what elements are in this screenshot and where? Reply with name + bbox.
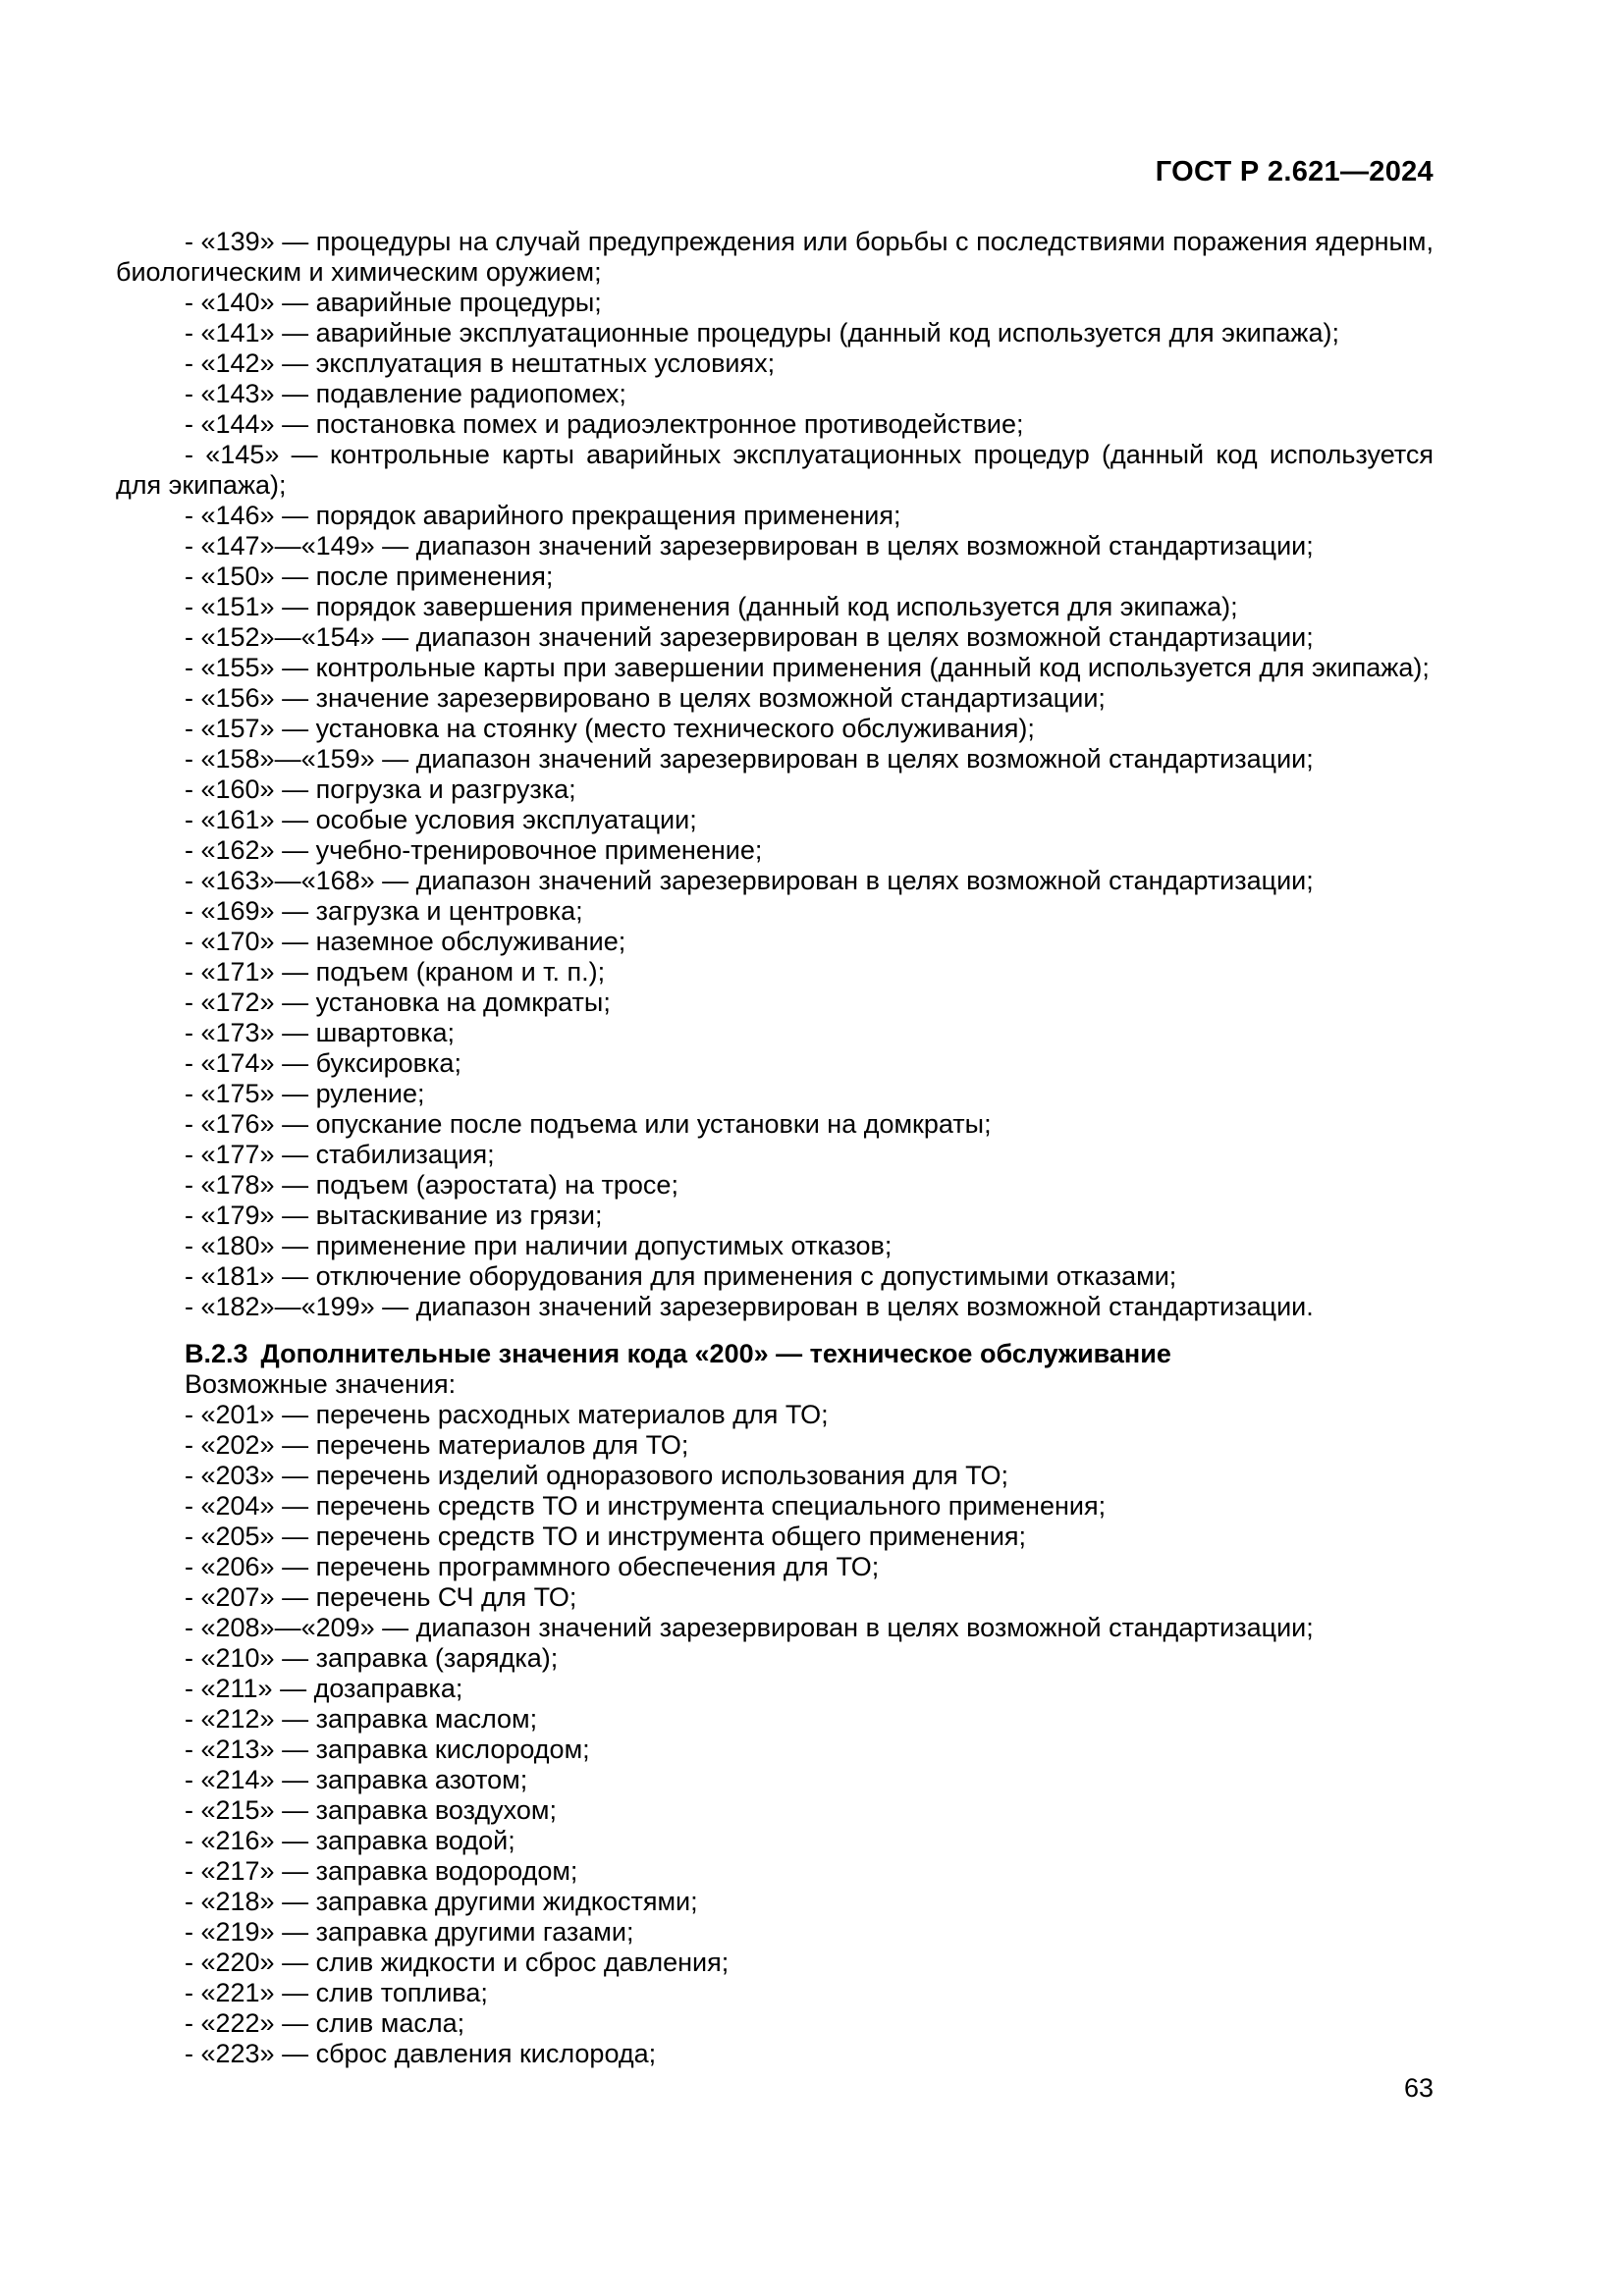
list-item: - «222» — слив масла;: [185, 2008, 465, 2038]
list-item: - «179» — вытаскивание из грязи;: [185, 1201, 603, 1230]
list-item: - «144» — постановка помех и радиоэлектронное противодействие;: [185, 409, 1024, 439]
list-item: - «161» — особые условия эксплуатации;: [185, 805, 697, 834]
list-item: - «147»—«149» — диапазон значений зарезервирован в целях возможной стандартизации;: [185, 531, 1314, 561]
list-item: - «143» — подавление радиопомех;: [185, 379, 626, 408]
list-item: - «204» — перечень средств ТО и инструмента специального применения;: [185, 1491, 1107, 1521]
list-item: - «172» — установка на домкраты;: [185, 988, 611, 1017]
list-item: - «214» — заправка азотом;: [185, 1765, 528, 1794]
list-item: - «218» — заправка другими жидкостями;: [185, 1887, 698, 1916]
list-item: - «220» — слив жидкости и сброс давления;: [185, 1948, 730, 1977]
list-item: - «157» — установка на стоянку (место технического обслуживания);: [185, 714, 1035, 743]
list-item: - «155» — контрольные карты при завершении применения (данный код используется для экипажа);: [185, 653, 1430, 682]
list-item: - «139» — процедуры на случай предупреждения или борьбы с последствиями поражения ядерным, биологическим и химическим оружием;: [116, 227, 1434, 287]
list-item: - «142» — эксплуатация в нештатных условиях;: [185, 348, 776, 378]
list-item: - «208»—«209» — диапазон значений зарезервирован в целях возможной стандартизации;: [185, 1613, 1314, 1642]
list-item: - «169» — загрузка и центровка;: [185, 896, 583, 926]
list-item: - «170» — наземное обслуживание;: [185, 927, 626, 956]
list-item: - «211» — дозаправка;: [185, 1674, 463, 1703]
list-item: - «150» — после применения;: [185, 561, 554, 591]
list-item: - «217» — заправка водородом;: [185, 1856, 578, 1886]
list-item: - «173» — швартовка;: [185, 1018, 456, 1047]
list-item: - «160» — погрузка и разгрузка;: [185, 774, 576, 804]
list-item: - «178» — подъем (аэростата) на тросе;: [185, 1170, 678, 1200]
list-item: - «171» — подъем (краном и т. п.);: [185, 957, 606, 987]
list-item: - «223» — сброс давления кислорода;: [185, 2039, 657, 2068]
list-item: - «216» — заправка водой;: [185, 1826, 515, 1855]
section-b23-list: [116, 1400, 1434, 2069]
list-item: - «156» — значение зарезервировано в целях возможной стандартизации;: [185, 683, 1106, 713]
list-item: - «177» — стабилизация;: [185, 1140, 495, 1169]
list-item: - «201» — перечень расходных материалов для ТО;: [185, 1400, 829, 1429]
list-item: - «152»—«154» — диапазон значений зарезервирован в целях возможной стандартизации;: [185, 622, 1314, 652]
list-item: - «174» — буксировка;: [185, 1048, 461, 1078]
standard-designation: ГОСТ Р 2.621—2024: [1155, 156, 1434, 187]
heading-title: Дополнительные значения кода «200» — техническое обслуживание: [260, 1339, 1171, 1368]
list-item: - «181» — отключение оборудования для применения с допустимыми отказами;: [185, 1261, 1177, 1291]
list-item: - «206» — перечень программного обеспечения для ТО;: [185, 1552, 880, 1581]
list-item: - «221» — слив топлива;: [185, 1978, 488, 2007]
page-content: [116, 227, 1434, 2069]
list-item: - «215» — заправка воздухом;: [185, 1795, 557, 1825]
list-item: - «182»—«199» — диапазон значений зарезервирован в целях возможной стандартизации.: [185, 1292, 1314, 1321]
list-item: - «219» — заправка другими газами;: [185, 1917, 634, 1947]
list-item: - «145» — контрольные карты аварийных эксплуатационных процедур (данный код используется для экипажа);: [116, 440, 1434, 500]
list-item: - «140» — аварийные процедуры;: [185, 288, 602, 317]
list-item: - «151» — порядок завершения применения (данный код используется для экипажа);: [185, 592, 1238, 621]
list-item: - «180» — применение при наличии допустимых отказов;: [185, 1231, 893, 1260]
section-b22-list: [116, 227, 1434, 1322]
list-item: - «205» — перечень средств ТО и инструмента общего применения;: [185, 1522, 1027, 1551]
list-item: - «210» — заправка (зарядка);: [185, 1643, 559, 1673]
list-item: - «141» — аварийные эксплуатационные процедуры (данный код используется для экипажа);: [185, 318, 1339, 347]
list-item: - «207» — перечень СЧ для ТО;: [185, 1582, 577, 1612]
intro-paragraph: Возможные значения:: [185, 1369, 457, 1399]
heading-number: В.2.3: [185, 1339, 248, 1368]
list-item: - «212» — заправка маслом;: [185, 1704, 538, 1734]
list-item: - «176» — опускание после подъема или установки на домкраты;: [185, 1109, 992, 1139]
list-item: - «175» — руление;: [185, 1079, 425, 1108]
list-item: - «158»—«159» — диапазон значений зарезервирован в целях возможной стандартизации;: [185, 744, 1314, 774]
list-item: - «146» — порядок аварийного прекращения применения;: [185, 501, 901, 530]
list-item: - «163»—«168» — диапазон значений зарезервирован в целях возможной стандартизации;: [185, 866, 1314, 895]
page-number: 63: [1403, 2073, 1434, 2103]
list-item: - «213» — заправка кислородом;: [185, 1735, 590, 1764]
list-item: - «202» — перечень материалов для ТО;: [185, 1430, 689, 1460]
list-item: - «162» — учебно-тренировочное применение;: [185, 835, 763, 865]
section-heading: [116, 1339, 1434, 1369]
list-item: - «203» — перечень изделий одноразового использования для ТО;: [185, 1461, 1008, 1490]
